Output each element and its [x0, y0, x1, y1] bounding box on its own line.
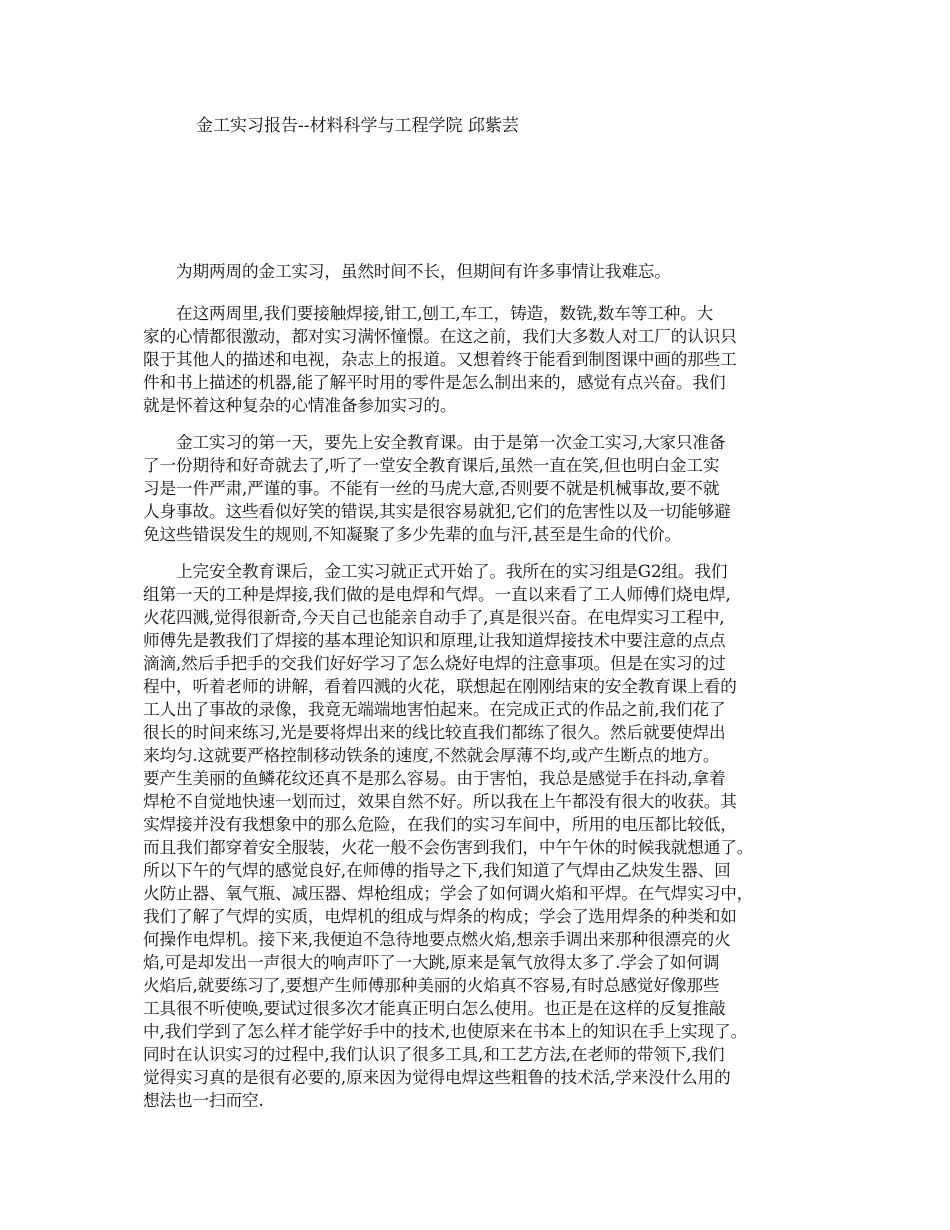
- text-line: 件和书上描述的机器,能了解平时用的零件是怎么制出来的，感觉有点兴奋。我们: [143, 373, 726, 392]
- text-line: 习是一件严肃,严谨的事。不能有一丝的马虎大意,否则要不就是机械事故,要不就: [143, 479, 720, 498]
- text-line: 金工实习的第一天，要先上安全教育课。由于是第一次金工实习,大家只准备: [143, 433, 726, 452]
- text-line: 滴滴,然后手把手的交我们好好学习了怎么烧好电焊的注意事项。但是在实习的过: [143, 654, 726, 673]
- text-line: 很长的时间来练习,光是要将焊出来的线比较直我们都练了很久。然后就要使焊出: [143, 723, 726, 742]
- text-line: 就是怀着这种复杂的心情准备参加实习的。: [143, 396, 457, 415]
- text-line: 所以下午的气焊的感觉良好,在师傅的指导之下,我们知道了气焊由乙炔发生器、回: [143, 861, 731, 880]
- text-line: 觉得实习真的是很有必要的,原来因为觉得电焊这些粗鲁的技术活,学来没什么用的: [143, 1068, 731, 1087]
- text-line: 程中，听着老师的讲解，看着四溅的火花，联想起在刚刚结束的安全教育课上看的: [143, 677, 737, 696]
- text-line: 上完安全教育课后，金工实习就正式开始了。我所在的实习组是G2组。我们: [143, 562, 728, 581]
- text-line: 要产生美丽的鱼鳞花纹还真不是那么容易。由于害怕，我总是感觉手在抖动,拿着: [143, 769, 726, 788]
- text-line: 想法也一扫而空.: [143, 1091, 264, 1110]
- text-line: 火花四溅,觉得很新奇,今天自己也能亲自动手了,真是很兴奋。在电焊实习工程中,: [143, 608, 725, 627]
- text-line: 为期两周的金工实习，虽然时间不长，但期间有许多事情让我难忘。: [143, 262, 671, 281]
- text-line: 火焰后,就要练习了,要想产生师傅那种美丽的火焰真不容易,有时总感觉好像那些: [143, 976, 720, 995]
- text-line: 工具很不听使唤,要试过很多次才能真正明白怎么使用。也正是在这样的反复推敲: [143, 999, 726, 1018]
- paragraph-two-weeks: [143, 302, 833, 417]
- text-line: 中,我们学到了怎么样才能学好手中的技术,也使原来在书本上的知识在手上实现了。: [143, 1022, 748, 1041]
- text-line: 免这些错误发生的规则,不知凝聚了多少先辈的血与汗,甚至是生命的代价。: [143, 525, 682, 544]
- text-line: 焰,可是却发出一声很大的响声吓了一大跳,原来是氧气放得太多了.学会了如何调: [143, 953, 720, 972]
- text-line: 同时在认识实习的过程中,我们认识了很多工具,和工艺方法,在老师的带领下,我们: [143, 1045, 725, 1064]
- text-line: 工人出了事故的录像，我竟无端端地害怕起来。在完成正式的作品之前,我们花了: [143, 700, 726, 719]
- text-line: 师傅先是教我们了焊接的基本理论知识和原理,让我知道焊接技术中要注意的点点: [143, 631, 726, 650]
- text-line: 家的心情都很激动，都对实习满怀憧憬。在这之前，我们大多数人对工厂的认识只: [143, 327, 737, 346]
- document-title: 金工实习报告--材料科学与工程学院 邱紫芸: [196, 116, 519, 136]
- text-line: 了一份期待和好奇就去了,听了一堂安全教育课后,虽然一直在笑,但也明白金工实: [143, 456, 720, 475]
- text-line: 限于其他人的描述和电视，杂志上的报道。又想着终于能看到制图课中画的那些工: [143, 350, 737, 369]
- paragraph-safety-class: [143, 431, 833, 546]
- text-line: 火防止器、氧气瓶、减压器、焊枪组成；学会了如何调火焰和平焊。在气焊实习中，: [143, 884, 754, 903]
- paragraph-intro: [143, 260, 833, 283]
- text-line: 组第一天的工种是焊接,我们做的是电焊和气焊。一直以来看了工人师傅们烧电焊,: [143, 585, 731, 604]
- text-line: 实焊接并没有我想象中的那么危险，在我们的实习车间中，所用的电压都比较低，: [143, 815, 737, 834]
- text-line: 在这两周里,我们要接触焊接,钳工,刨工,车工，铸造，数铣,数车等工种。大: [143, 304, 714, 323]
- text-line: 何操作电焊机。接下来,我便迫不急待地要点燃火焰,想亲手调出来那种很漂亮的火: [143, 930, 731, 949]
- text-line: 焊枪不自觉地快速一划而过，效果自然不好。所以我在上午都没有很大的收获。其: [143, 792, 737, 811]
- paragraph-welding: [143, 560, 833, 1112]
- text-line: 人身事故。这些看似好笑的错误,其实是很容易就犯,它们的危害性以及一切能够避: [143, 502, 731, 521]
- text-line: 而且我们都穿着安全服装，火花一般不会伤害到我们，中午午休的时候我就想通了。: [143, 838, 754, 857]
- text-line: 来均匀.这就要严格控制移动铁条的速度,不然就会厚薄不均,或产生断点的地方。: [143, 746, 720, 765]
- text-line: 我们了解了气焊的实质，电焊机的组成与焊条的构成；学会了选用焊条的种类和如: [143, 907, 737, 926]
